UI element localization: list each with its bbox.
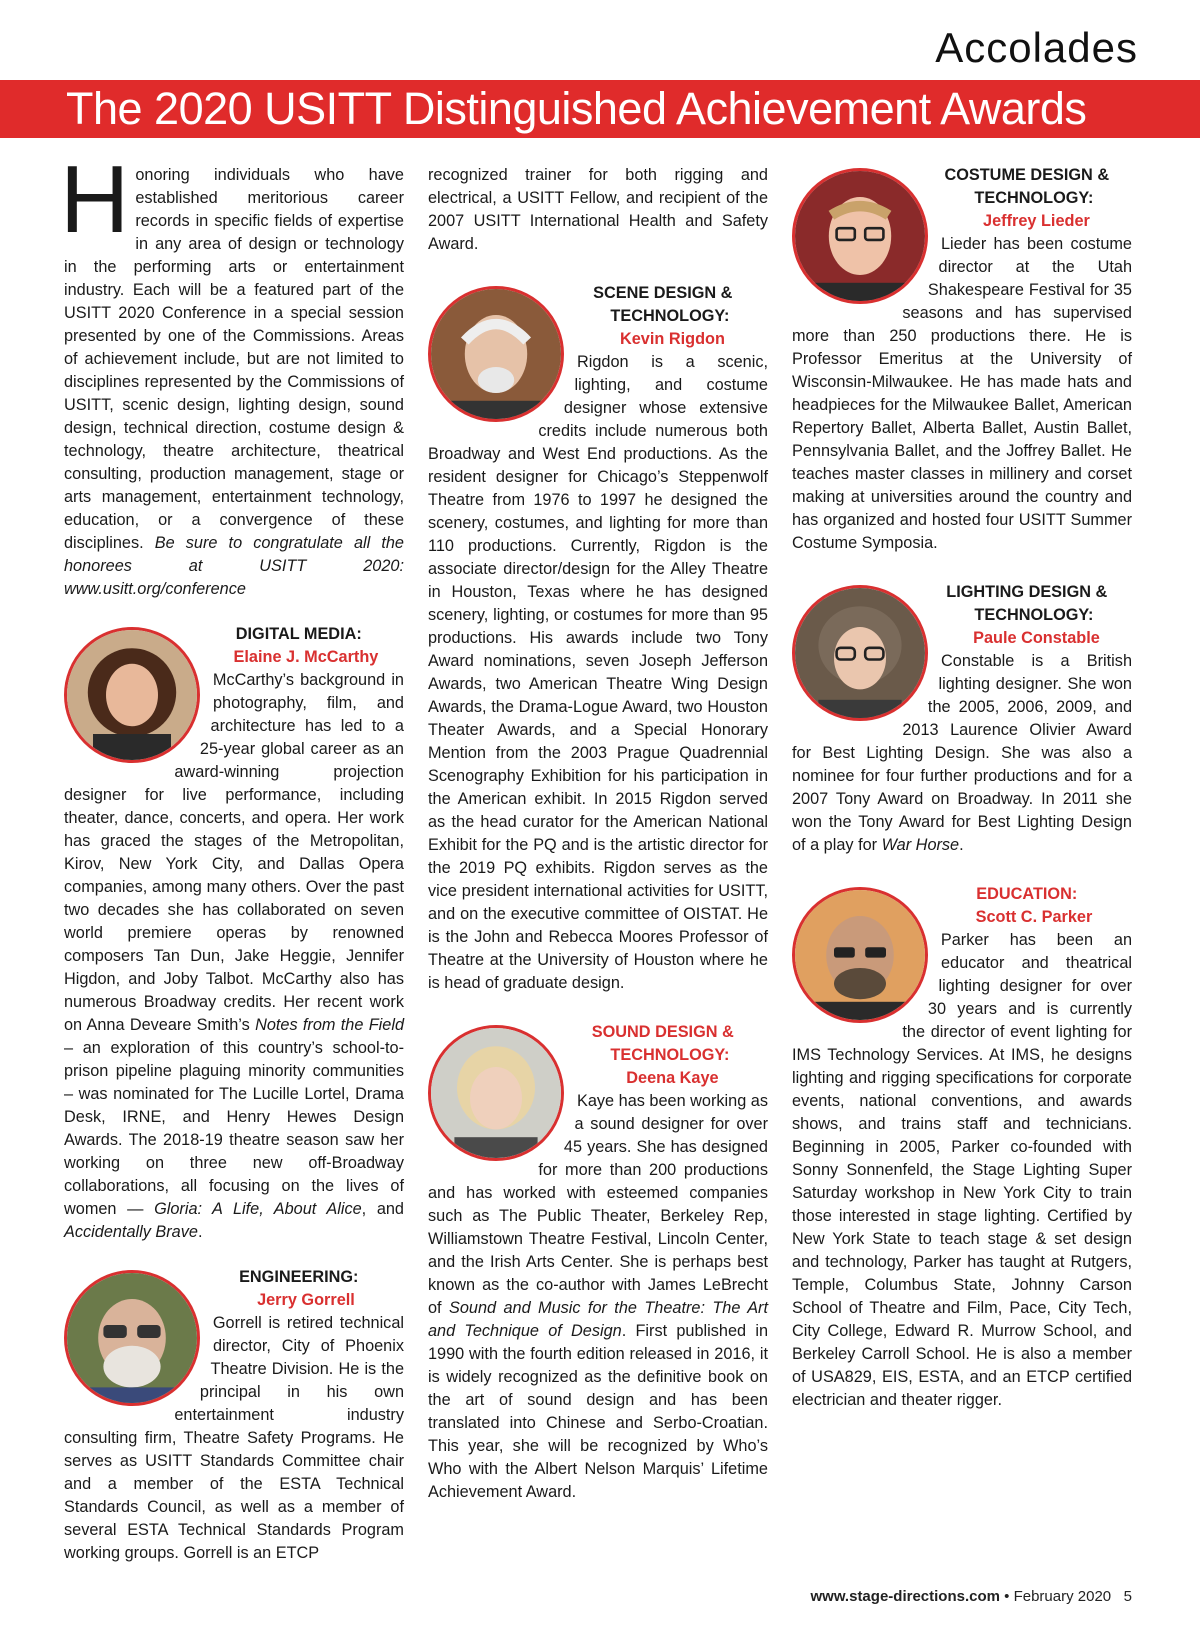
portrait-parker: [792, 887, 928, 1023]
column-2: [428, 164, 768, 1504]
honoree-parker: [792, 883, 1132, 1412]
category-label-line1: COSTUME DESIGN &: [944, 166, 1110, 184]
portrait-kaye: [428, 1025, 564, 1161]
page-footer: [810, 1588, 1132, 1605]
honoree-name: Elaine J. McCarthy: [233, 648, 379, 666]
category-label-line1: SOUND DESIGN &: [591, 1023, 734, 1041]
honoree-rigdon: [428, 282, 768, 995]
footer-separator: •: [999, 1588, 1014, 1605]
footer-url[interactable]: www.stage-directions.com: [810, 1588, 1000, 1605]
gorrell-bio-continued: recognized trainer for both rigging and electrical, a USITT Fellow, and recipient of the 2007 USITT International Health and Safety Award.: [428, 166, 768, 253]
intro-paragraph: [60, 146, 404, 601]
intro-callout: Be sure to congratulate all the honorees at USITT 2020: www.usitt.org/conference: [64, 534, 404, 598]
honoree-name: Deena Kaye: [626, 1069, 719, 1087]
honoree-name: Paule Constable: [973, 629, 1100, 647]
portrait-photo-icon: [795, 890, 925, 1020]
honoree-lieder: [792, 164, 1132, 555]
page-title: The 2020 USITT Distinguished Achievement Awards: [66, 83, 1087, 134]
column-1: [60, 146, 405, 1565]
honoree-name: Jerry Gorrell: [257, 1291, 355, 1309]
honoree-kaye: [428, 1021, 768, 1504]
honoree-bio: McCarthy’s background in photography, film, and architecture has led to a 25-year global career as an award-winning projection designer for live performance, including theater, dance, concerts, and opera. Her work has graced the stages of the Metropolitan, Kirov, New York City, and Dallas Opera companies, among many others. Over the past two decades she has collaborated on seven world premiere operas by renowned composers Tan Dun, Jake Heggie, Jennifer Higdon, and Joby Talbot. McCarthy also has numerous Broadway credits. Her recent work on Anna Deveare Smith’s Notes from the Field – an exploration of this country’s school-to-prison pipeline plaguing minority communities – was nominated for The Lucille Lortel, Drama Desk, IRNE, and Henry Hewes Design Awards. The 2018-19 theatre season saw her working on three new off-Broadway collaborations, all focusing on the lives of women — Gloria: A Life, About Alice, and Accidentally Brave.: [64, 671, 405, 1241]
drop-cap: H: [60, 146, 130, 253]
category-label: ENGINEERING:: [239, 1268, 359, 1286]
portrait-lieder: [792, 168, 928, 304]
portrait-photo-icon: [795, 588, 925, 718]
portrait-photo-icon: [795, 171, 925, 301]
category-label-line1: SCENE DESIGN &: [593, 284, 733, 302]
honoree-bio: Constable is a British lighting designer. She won the 2005, 2006, 2009, and 2013 Laurence Olivier Award for Best Lighting Design. She was also a nominee for four further productions and for a 2007 Tony Award on Broadway. In 2011 she won the Tony Award for Best Lighting Design of a play for War Horse.: [792, 652, 1132, 854]
page-number: 5: [1123, 1588, 1132, 1605]
honoree-bio: Parker has been an educator and theatrical lighting designer for over 30 years and is currently the director of event lighting for IMS Technology Services. At IMS, he designs lighting and rigging specifications for corporate events, national conventions, and awards shows, and trains staff and technicians. Beginning in 2005, Parker co-founded with Sonny Sonnenfeld, the Stage Lighting Super Saturday workshop in New York City to train those interested in stage lighting. Certified by New York State to teach stage & set design and technology, Parker has taught at Rutgers, Temple, Columbus State, Johnny Carson School of Theatre and Film, Pace, City Tech, City College, Edward R. Murrow School, and Berkeley Carroll School. He is also a member of USA829, EIS, ESTA, and an ETCP certified electrician and theater rigger.: [792, 931, 1132, 1409]
footer-date: February 2020: [1013, 1588, 1112, 1605]
portrait-gorrell: [64, 1270, 200, 1406]
portrait-mccarthy: [64, 627, 200, 763]
honoree-bio: Rigdon is a scenic, lighting, and costume designer whose extensive credits include numerous both Broadway and West End productions. As the resident designer for Chicago’s Steppenwolf Theatre from 1976 to 1997 he designed the scenery, costumes, and lighting for more than 110 productions. Currently, Rigdon is the associate director/design for the Alley Theatre in Houston, Texas where he has designed scenery, lighting, or costumes for more than 95 productions. His awards include two Tony Award nominations, seven Joseph Jefferson Awards, two American Theatre Wing Design Awards, the Drama-Logue Award, two Houston Theater Awards, and a Special Honorary Mention from the 2003 Prague Quadrennial Scenography Exhibition for his participation in the American exhibit. In 2015 Rigdon served as the head curator for the American National Exhibit for the PQ and is the artistic director for the 2019 PQ exhibits. Rigdon serves as the vice president international activities for USITT, and on the executive committee of OISTAT. He is the John and Rebecca Moores Professor of Theatre at the University of Houston where he is head of graduate design.: [428, 353, 768, 992]
category-label: EDUCATION:: [976, 885, 1078, 903]
portrait-rigdon: [428, 286, 564, 422]
column-3: [792, 164, 1132, 1412]
portrait-photo-icon: [431, 289, 561, 419]
honoree-gorrell: [64, 1266, 404, 1565]
honoree-mccarthy: [64, 623, 404, 1244]
honoree-bio: Kaye has been working as a sound designer for over 45 years. She has designed for more than 200 productions and has worked with esteemed companies such as The Public Theater, Berkeley Rep, Williamstown Theatre Festival, Lincoln Center, and the Irish Arts Center. She is perhaps best known as the co-author with James LeBrecht of Sound and Music for the Theatre: The Art and Technique of Design. First published in 1990 with the fourth edition released in 2016, it is widely recognized as the definitive book on the art of sound design and has been translated into Chinese and Serbo-Croatian. This year, she will be recognized by Who’s Who with the Albert Nelson Marquis’ Lifetime Achievement Award.: [428, 1092, 768, 1501]
category-label-line2: TECHNOLOGY:: [974, 189, 1094, 207]
portrait-photo-icon: [431, 1028, 561, 1158]
honoree-name: Jeffrey Lieder: [983, 212, 1090, 230]
category-label-line2: TECHNOLOGY:: [610, 307, 730, 325]
portrait-photo-icon: [67, 630, 197, 760]
honoree-bio: Gorrell is retired technical director, City of Phoenix Theatre Division. He is the principal in his own entertainment industry consulting firm, Theatre Safety Programs. He serves as USITT Standards Committee chair and a member of the ESTA Technical Standards Council, as well as a member of several ESTA Technical Standards Program working groups. Gorrell is an ETCP: [64, 1314, 404, 1562]
section-label: Accolades: [935, 24, 1138, 71]
category-label-line2: TECHNOLOGY:: [610, 1046, 730, 1064]
intro-text: onoring individuals who have established meritorious career records in specific fields of expertise in any area of design or technology in the performing arts or entertainment industry. Each will be a featured part of the USITT 2020 Conference in a special session presented by one of the Commissions. Areas of achievement include, but are not limited to disciplines represented by the Commissions of USITT, scenic design, lighting design, sound design, technical direction, costume design & technology, theatre architecture, theatrical consulting, production management, stage or arts management, entertainment technology, education, or a convergence of these disciplines.: [64, 166, 404, 552]
honoree-name: Kevin Rigdon: [619, 330, 725, 348]
portrait-constable: [792, 585, 928, 721]
honoree-bio: Lieder has been costume director at the Utah Shakespeare Festival for 35 seasons and has supervised more than 250 productions there. He is Professor Emeritus at the University of Wisconsin-Milwaukee. He has made hats and headpieces for the Milwaukee Ballet, American Repertory Ballet, Alberta Ballet, Austin Ballet, Pennsylvania Ballet, and the Joffrey Ballet. He teaches master classes in millinery and corset making at universities around the country and has organized and hosted four USITT Summer Costume Symposia.: [792, 235, 1132, 552]
honoree-name: Scott C. Parker: [975, 908, 1093, 926]
category-label: DIGITAL MEDIA:: [235, 625, 362, 643]
portrait-photo-icon: [67, 1273, 197, 1403]
honoree-constable: [792, 581, 1132, 857]
category-label-line2: TECHNOLOGY:: [974, 606, 1094, 624]
title-banner: [0, 80, 1200, 138]
category-label-line1: LIGHTING DESIGN &: [946, 583, 1108, 601]
